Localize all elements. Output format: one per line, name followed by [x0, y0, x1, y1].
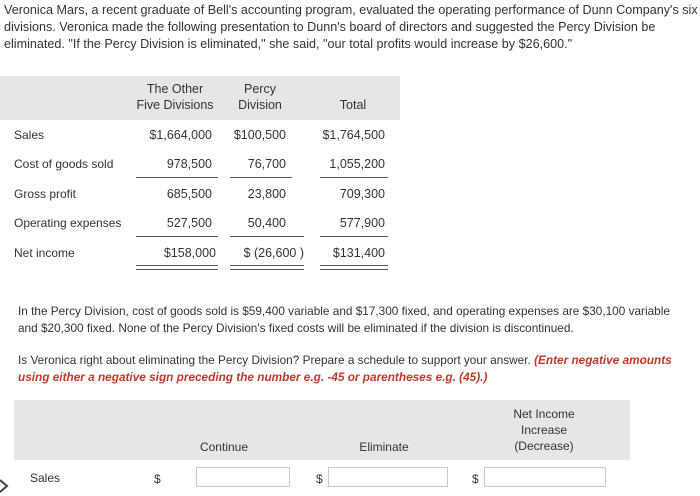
net-income-percy: $ (26,600 ) — [243, 246, 304, 260]
row-label-cogs: Cost of goods sold — [14, 157, 114, 171]
table-header — [0, 76, 400, 120]
header-percy-line1: Percy — [244, 82, 276, 96]
cogs-percy: 76,700 — [247, 157, 286, 171]
sales-total: $1,764,500 — [322, 128, 385, 142]
percy-cost-details: In the Percy Division, cost of goods sold is $59,400 variable and $17,300 fixed, and operating expenses are $30,100 variable and $20,300 fixed. None of the Percy Division's fixed costs will be eliminated if the division is discontinued. — [18, 304, 670, 335]
underline — [230, 177, 292, 178]
currency-symbol: $ — [472, 472, 479, 486]
header-other-line1: The Other — [146, 82, 204, 96]
header-net-line3: (Decrease) — [514, 439, 574, 453]
header-net-line1: Net Income — [513, 407, 575, 421]
header-percy-division — [228, 81, 292, 113]
gross-profit-other: 685,500 — [166, 187, 212, 201]
net-income-total: $131,400 — [332, 246, 385, 260]
header-net-line2: Increase — [520, 423, 568, 437]
row-label-net-income: Net income — [14, 246, 75, 260]
header-total: Total — [339, 98, 367, 112]
header-eliminate: Eliminate — [359, 440, 409, 454]
underline — [320, 177, 388, 178]
gross-profit-percy: 23,800 — [247, 187, 286, 201]
sales-other: $1,664,000 — [149, 128, 212, 142]
opex-other: 527,500 — [166, 216, 212, 230]
problem-intro: Veronica Mars, a recent graduate of Bell's accounting program, evaluated the operating performance of Dunn Company's six divisions. Veronica made the following presentation to Dunn's board of directors and suggested the Percy Division be eliminated. "If the Percy Division is eliminated," she said, "our total profits would increase by $26,600." — [4, 3, 698, 51]
sales-net-change-input[interactable] — [484, 467, 606, 487]
sales-eliminate-input[interactable] — [328, 467, 448, 487]
row-label-sales: Sales — [30, 471, 61, 485]
sales-continue-input[interactable] — [196, 467, 290, 487]
header-other-divisions — [130, 81, 220, 113]
schedule-table — [14, 400, 634, 496]
row-label-operating-expenses: Operating expenses — [14, 216, 122, 230]
entry-instructions: (Enter negative amounts using either a negative sign preceding the number e.g. -45 or parentheses e.g. (45).) — [18, 353, 672, 384]
underline — [136, 177, 218, 178]
sales-percy: $100,500 — [233, 128, 286, 142]
header-percy-line2: Division — [238, 98, 282, 112]
opex-total: 577,900 — [339, 216, 385, 230]
double-underline — [320, 265, 388, 270]
net-income-other: $158,000 — [163, 246, 216, 260]
division-income-table — [0, 76, 400, 276]
underline — [136, 236, 218, 237]
double-underline — [230, 265, 304, 270]
header-net-income-change — [494, 406, 594, 454]
currency-symbol: $ — [154, 472, 161, 486]
cogs-other: 978,500 — [166, 157, 212, 171]
cogs-total: 1,055,200 — [329, 157, 385, 171]
gross-profit-total: 709,300 — [339, 187, 385, 201]
question-prompt: Is Veronica right about eliminating the Percy Division? Prepare a schedule to support your answer. — [18, 353, 531, 367]
underline — [230, 236, 304, 237]
schedule-header — [14, 400, 630, 460]
row-label-sales: Sales — [14, 128, 45, 142]
currency-symbol: $ — [316, 472, 323, 486]
double-underline — [136, 265, 218, 270]
header-other-line2: Five Divisions — [136, 98, 214, 112]
question-text — [18, 352, 688, 386]
opex-percy: 50,400 — [247, 216, 286, 230]
expand-arrow-icon[interactable] — [0, 478, 10, 494]
underline — [320, 236, 388, 237]
header-continue: Continue — [199, 440, 249, 454]
row-label-gross-profit: Gross profit — [14, 187, 77, 201]
